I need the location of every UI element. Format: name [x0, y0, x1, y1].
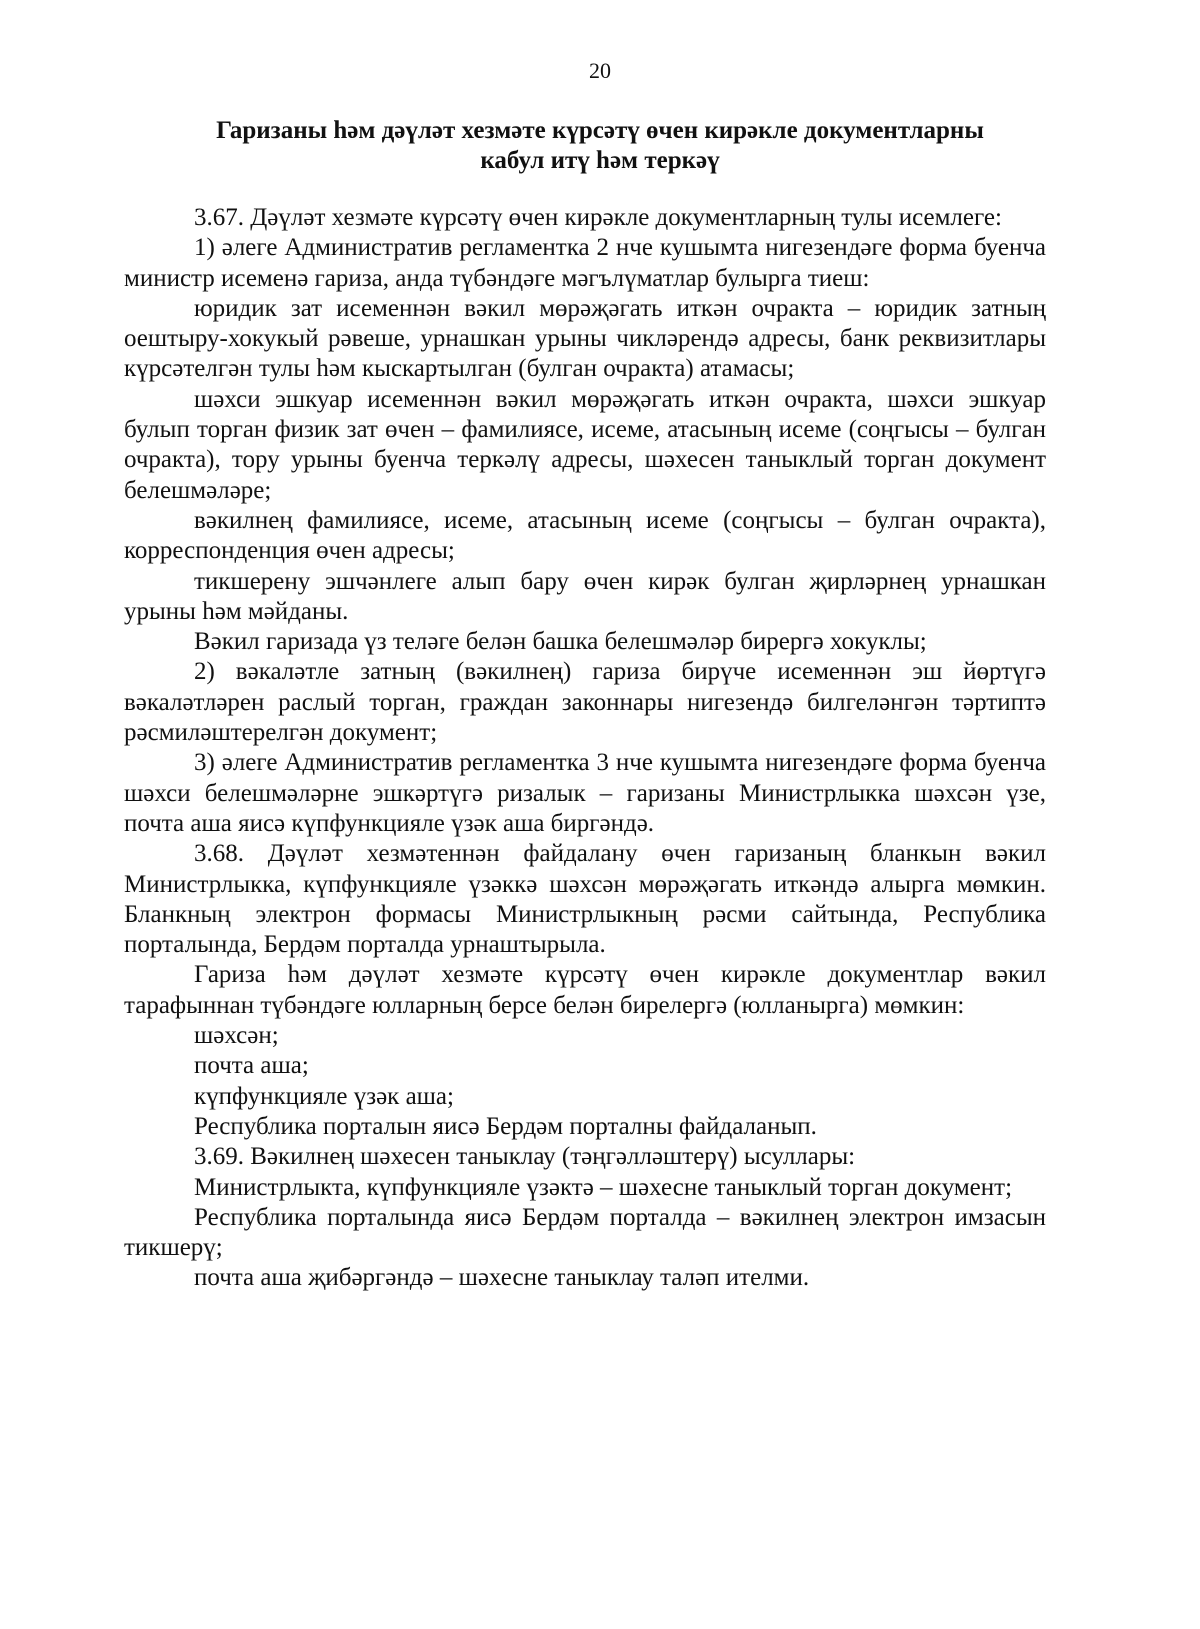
paragraph-land-location: тикшерену эшчәнлеге алып бару өчен кирәк булган җирләрнең урнашкан урыны һәм мәйданы. [124, 567, 1046, 625]
list-item-in-person: шәхсән; [194, 1022, 279, 1050]
paragraph-item-2: 2) вәкаләтле затның (вәкилнең) гариза бирүче исеменнән эш йөртүгә вәкаләтләрен раслый торган, граждан законнары нигезендә билгеләнгән тәртиптә рәсмиләштерелгән документ; [124, 658, 1046, 747]
list-item-mail: почта аша; [194, 1052, 309, 1080]
paragraph-item-3: 3) әлеге Административ регламентка 3 нче кушымта нигезендәге форма буенча шәхси белешмәләрне эшкәртүгә ризалык – гаризаны Министрлыкка шәхсән үзе, почта аша яисә күпфункцияле үзәк аша биргәндә. [124, 749, 1046, 837]
paragraph-3-68: 3.68. Дәүләт хезмәтеннән файдалану өчен гаризаның бланкын вәкил Министрлыкка, күпфункцияле үзәккә шәхсән мөрәҗәгать иткәндә алырга мөмкин. Бланкның электрон формасы Министрлыкның рәсми сайтында, Республика порталында, Бердәм порталда урнаштырыла. [124, 840, 1046, 959]
list-item-mfc: күпфункцияле үзәк аша; [194, 1082, 454, 1110]
paragraph-entrepreneur: шәхси эшкуар исеменнән вәкил мөрәҗәгать иткән очракта, шәхси эшкуар булып торган физик зат өчен – фамилиясе, исеме, атасының исеме (соңгысы – булган очракта), тору урыны буенча теркәлү адресы, шәхесен таныклый торган документ белешмәләре; [124, 385, 1046, 504]
paragraph-submission-ways: Гариза һәм дәүләт хезмәте күрсәтү өчен кирәкле документлар вәкил тарафыннан түбәндәге юлларның берсе белән бирелергә (юлланырга) мөмкин: [124, 961, 1046, 1019]
heading-line-2: кабул итү һәм теркәү [480, 147, 720, 174]
list-item-portal: Республика порталын яисә Бердәм порталны файдаланып. [194, 1112, 817, 1140]
paragraph-optional-info: Вәкил гаризада үз теләге белән башка белешмәләр бирергә хокуклы; [194, 628, 927, 656]
document-body [124, 203, 1046, 1294]
paragraph-item-1: 1) әлеге Административ регламентка 2 нче кушымта нигезендәге форма буенча министр исеменә гариза, анда түбәндәге мәгълүматлар булырга тиеш: [124, 234, 1046, 292]
paragraph-legal-entity: юридик зат исеменнән вәкил мөрәҗәгать иткән очракта – юридик затның оештыру-хокукый рәвеше, урнашкан урыны чикләрендә адресы, банк реквизитлары күрсәтелгән тулы һәм кыскартылган (булган очракта) атамасы; [124, 294, 1046, 383]
paragraph-3-67: 3.67. Дәүләт хезмәте күрсәтү өчен кирәкле документларның тулы исемлеге: [194, 204, 1002, 231]
paragraph-representative: вәкилнең фамилиясе, исеме, атасының исеме (соңгысы – булган очракта), корреспонденция өчен адресы; [124, 506, 1046, 565]
paragraph-3-69: 3.69. Вәкилнең шәхесен таныклау (тәңгәлләштерү) ысуллары: [194, 1143, 856, 1171]
heading-line-1: Гаризаны һәм дәүләт хезмәте күрсәтү өчен кирәкле документларны [216, 117, 984, 144]
paragraph-mail-id: почта аша җибәргәндә – шәхесне таныклау таләп ителми. [194, 1264, 810, 1292]
section-heading [150, 116, 1050, 176]
paragraph-ministry-id: Министрлыкта, күпфункцияле үзәктә – шәхесне таныклый торган документ; [194, 1173, 1013, 1201]
page-number: 20 [589, 58, 611, 83]
paragraph-portal-signature: Республика порталында яисә Бердәм порталда – вәкилнең электрон имзасын тикшерү; [124, 1203, 1046, 1262]
